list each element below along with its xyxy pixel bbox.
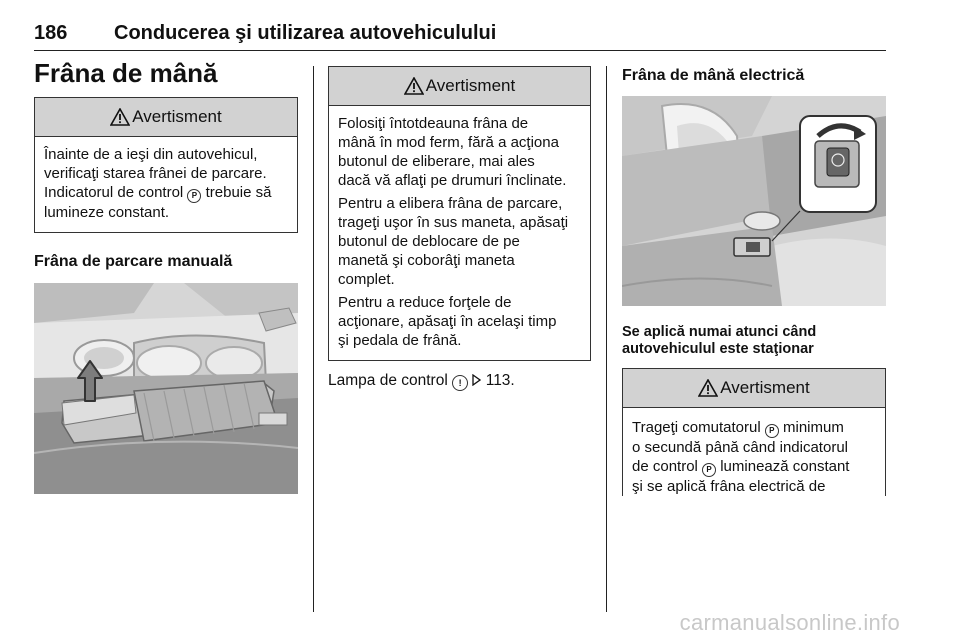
subsection-title: Frâna de mână electrică — [622, 67, 805, 84]
warning-text-line: Înainte de a ieşi din autovehicul, — [44, 146, 258, 163]
warning-text-line: verificaţi starea frânei de parcare. — [44, 165, 267, 182]
page-reference-icon — [472, 374, 481, 386]
warning-triangle-icon — [698, 379, 718, 397]
note-line: autovehiculul este staţionar — [622, 341, 814, 357]
warning-paragraph: Pentru a elibera frâna de parcare, trageţi uşor în sus maneta, apăsaţi butonul de deblocare de pe manetă şi coborâţi maneta complet. — [338, 195, 569, 288]
warning-text-line: şi se aplică frâna electrică de — [632, 478, 826, 495]
warning-body — [329, 106, 590, 360]
warning-body — [623, 408, 885, 506]
parking-brake-icon: P — [702, 463, 716, 477]
column-3 — [622, 56, 886, 496]
warning-header — [35, 98, 297, 137]
warning-box — [622, 368, 886, 496]
warning-title: Avertisment — [720, 378, 810, 397]
electric-parking-brake-illustration — [622, 96, 886, 306]
watermark: carmanualsonline.info — [679, 610, 900, 635]
page-header — [34, 22, 886, 51]
warning-header — [329, 67, 590, 106]
warning-text-line: de control P luminează constant — [632, 458, 850, 475]
subsection-title: Frâna de parcare manuală — [34, 253, 233, 270]
page-number: 186 — [34, 22, 68, 44]
column-divider — [313, 66, 314, 612]
manual-handbrake-illustration — [34, 283, 298, 494]
warning-text-line: o secundă până când indicatorul — [632, 439, 848, 456]
warning-text-line: Trageţi comutatorul P minimum — [632, 419, 844, 436]
warning-paragraph: Folosiţi întotdeauna frâna de mână în mod ferm, fără a acţiona butonul de eliberare, mai ales dacă vă aflaţi pe drumuri înclinate. — [338, 115, 567, 189]
lamp-reference: Lampa de control ! 113. — [328, 372, 515, 389]
running-title: Conducerea şi utilizarea autovehiculului — [114, 22, 497, 44]
column-2 — [328, 56, 591, 391]
section-title: Frâna de mână — [34, 58, 218, 88]
warning-triangle-icon — [110, 108, 130, 126]
warning-text-line: lumineze constant. — [44, 204, 170, 221]
brake-warning-lamp-icon: ! — [452, 375, 468, 391]
note-line: Se aplică numai atunci când — [622, 324, 817, 340]
warning-text-line: Indicatorul de control P trebuie să — [44, 184, 272, 201]
page-reference-link[interactable]: 113. — [485, 372, 515, 389]
column-1 — [34, 56, 298, 494]
column-divider — [606, 66, 607, 612]
warning-box — [34, 97, 298, 233]
note-block — [622, 324, 886, 358]
parking-brake-icon: P — [765, 424, 779, 438]
warning-header — [623, 369, 885, 408]
warning-triangle-icon — [404, 77, 424, 95]
warning-title: Avertisment — [425, 76, 516, 95]
parking-brake-icon: P — [187, 189, 201, 203]
warning-body — [35, 137, 297, 232]
warning-title: Avertisment — [132, 107, 222, 126]
warning-box — [328, 66, 591, 361]
warning-paragraph: Pentru a reduce forţele de acţionare, apăsaţi în acelaşi timp şi pedala de frână. — [338, 294, 557, 349]
